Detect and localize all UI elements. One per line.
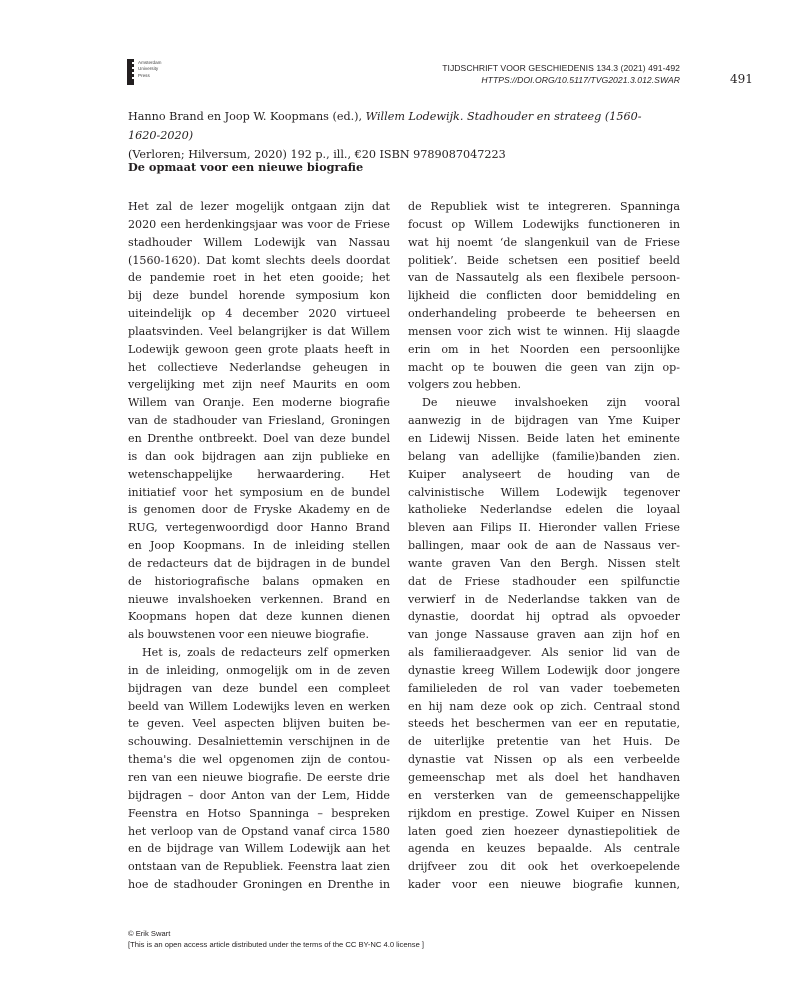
text-line: te geven. Veel aspecten blijven buiten be- — [128, 717, 390, 731]
text-line: aanwezig in de bijdragen van Yme Kuiper — [408, 414, 680, 428]
text-line: macht op te bouwen die geen van zijn op- — [408, 360, 680, 374]
review-heading: De opmaat voor een nieuwe biografie — [128, 160, 364, 174]
text-line: de uiterlijke pretentie van het Huis. De — [408, 735, 680, 749]
page-footer — [128, 929, 424, 950]
text-line: en Joop Koopmans. In de inleiding stellen — [128, 539, 390, 553]
page-number: 491 — [730, 72, 753, 86]
text-line: ren van een nieuwe biografie. De eerste drie — [128, 771, 390, 784]
text-line: kader voor een nieuwe biografie kunnen, — [408, 878, 680, 892]
text-line: verwierf in de Nederlandse takken van de — [408, 592, 680, 606]
text-line: en versterken van de gemeenschappelijke — [408, 788, 680, 802]
text-line: ontstaan van de Republiek. Feenstra laat zien — [128, 860, 390, 874]
text-line: onderhandeling probeerde te beheersen en — [408, 307, 680, 321]
text-line: van de Nassautelg als een flexibele persoon- — [408, 271, 680, 285]
text-line: dynastie kreeg Willem Lodewijk door jongere — [408, 663, 680, 677]
text-line: De nieuwe invalshoeken zijn vooral — [422, 396, 680, 410]
text-line: familieleden de rol van vader toebemeten — [408, 681, 680, 695]
text-line: belang van adellijke (familie)banden zien. — [408, 449, 680, 463]
text-line: Koopmans hopen dat deze kunnen dienen — [128, 610, 390, 624]
text-line: bijdragen – door Anton van der Lem, Hidde — [128, 788, 390, 802]
text-line: bij deze bundel horende symposium kon — [128, 289, 390, 303]
text-line: de historiografische balans opmaken en — [128, 574, 390, 588]
amsterdam-university-press-logo-icon — [127, 59, 134, 85]
text-line: Willem van Oranje. Een moderne biografie — [128, 396, 390, 410]
text-line: Kuiper analyseert de houding van de — [408, 467, 680, 481]
text-line: bleven aan Filips II. Hieronder vallen Friese — [408, 521, 680, 535]
text-line: en hij nam deze ook op zich. Centraal stond — [408, 699, 680, 713]
text-line: laten goed zien hoezeer dynastiepolitiek de — [408, 824, 680, 838]
text-line: in de inleiding, onmogelijk om in de zeven — [128, 663, 390, 677]
license-notice: [This is an open access article distributed under the terms of the CC BY-NC 4.0 license ] — [128, 939, 425, 949]
text-line: schouwing. Desalniettemin verschijnen in de — [128, 735, 390, 749]
text-line: RUG, vertegenwoordigd door Hanno Brand — [128, 521, 390, 535]
publisher-logo — [127, 59, 187, 85]
text-line: plaatsvinden. Veel belangrijker is dat Willem — [128, 324, 390, 338]
right-column — [408, 198, 680, 894]
text-line: als bouwstenen voor een nieuwe biografie. — [128, 628, 369, 642]
doi-link[interactable]: HTTPS://DOI.ORG/10.5117/TVG2021.3.012.SWAR — [481, 75, 680, 85]
text-line: Feenstra en Hotso Spanninga – bespreken — [128, 806, 390, 820]
text-line: vergelijking met zijn neef Maurits en oom — [128, 378, 390, 392]
text-line: (1560-1620). Dat komt slechts deels doordat — [128, 253, 390, 267]
text-line: en de bijdrage van Willem Lodewijk aan het — [128, 842, 390, 856]
text-line: en Lidewij Nissen. Beide laten het eminente — [408, 431, 680, 445]
text-line: de redacteurs dat de bijdragen in de bundel — [128, 556, 390, 570]
journal-header — [442, 62, 680, 86]
text-line: agenda en keuzes bepaalde. Als centrale — [408, 842, 680, 856]
text-line: thema's die wel opgenomen zijn de contou- — [128, 753, 390, 767]
text-line: erin om in het Noorden een persoonlijke — [408, 342, 680, 356]
text-line: dat de Friese stadhouder een spilfunctie — [408, 574, 680, 588]
text-line: 2020 een herdenkingsjaar was voor de Friese — [128, 217, 390, 231]
text-line: politiek’. Beide schetsen een positief beeld — [408, 253, 680, 267]
left-column — [128, 198, 390, 894]
book-publication-details: (Verloren; Hilversum, 2020) 192 p., ill., €20 ISBN 9789087047223 — [128, 148, 506, 161]
text-line: wetenschappelijke herwaardering. Het — [128, 467, 390, 481]
journal-citation: TIJDSCHRIFT VOOR GESCHIEDENIS 134.3 (2021) 491-492 — [442, 63, 680, 73]
text-line: dynastie, doordat hij optrad als opvoeder — [408, 610, 680, 624]
text-line: Lodewijk gewoon geen grote plaats heeft in — [128, 342, 390, 356]
text-line: de pandemie roet in het eten gooide; het — [128, 271, 390, 285]
text-line: mensen voor zich wist te winnen. Hij slaagde — [408, 324, 680, 338]
text-line: lijkheid die conflicten door bemiddeling en — [408, 289, 680, 303]
text-line: het collectieve Nederlandse geheugen in — [128, 360, 390, 374]
text-line: beeld van Willem Lodewijks leven en werken — [128, 699, 390, 713]
text-line: focust op Willem Lodewijks functioneren in — [408, 217, 680, 231]
text-line: bijdragen van deze bundel een compleet — [128, 681, 390, 695]
text-line: steeds het beschermen van eer en reputatie, — [408, 717, 680, 731]
text-line: nieuwe invalshoeken verkennen. Brand en — [128, 592, 390, 606]
text-line: is dan ook bijdragen aan zijn publieke en — [128, 449, 390, 463]
text-line: wat hij noemt ‘de slangenkuil van de Friese — [408, 235, 680, 249]
text-line: dynastie vat Nissen op als een verbeelde — [408, 753, 680, 767]
text-line: uiteindelijk op 4 december 2020 virtueel — [128, 307, 390, 321]
text-line: drijfveer zou dit ook het overkoepelende — [408, 860, 680, 874]
text-line: hoe de stadhouder Groningen en Drenthe in — [128, 878, 390, 892]
text-line: wante graven Van den Bergh. Nissen stelt — [408, 556, 680, 570]
publisher-name: Amsterdam University Press — [138, 60, 162, 78]
text-line: van de stadhouder van Friesland, Groningen — [128, 414, 390, 428]
book-title: Willem Lodewijk. Stadhouder en strateeg (1560-1620-2020) — [128, 110, 642, 142]
copyright-notice: © Erik Swart — [128, 929, 171, 938]
text-line: van jonge Nassause graven aan zijn hof en — [408, 628, 680, 642]
text-line: is genomen door de Fryske Akademy en de — [128, 503, 390, 517]
book-authors: Hanno Brand en Joop W. Koopmans (ed.), — [128, 110, 366, 123]
text-line: katholieke Nederlandse edelen die loyaal — [408, 503, 680, 517]
text-line: de Republiek wist te integreren. Spanninga — [408, 200, 680, 213]
text-line: volgers zou hebben. — [408, 378, 522, 392]
text-line: initiatief voor het symposium en de bundel — [128, 485, 390, 499]
text-line: stadhouder Willem Lodewijk van Nassau — [128, 235, 390, 249]
book-citation — [128, 107, 668, 164]
text-line: als familieraadgever. Als senior lid van de — [408, 646, 680, 660]
text-line: het verloop van de Opstand vanaf circa 1580 — [128, 824, 390, 838]
text-line: en Drenthe ontbreekt. Doel van deze bundel — [128, 431, 390, 445]
text-line: rijkdom en prestige. Zowel Kuiper en Nissen — [408, 806, 680, 820]
text-line: ballingen, maar ook de aan de Nassaus ver- — [408, 539, 680, 553]
text-line: gemeenschap met als doel het handhaven — [408, 771, 680, 784]
text-line: Het is, zoals de redacteurs zelf opmerken — [142, 646, 390, 660]
text-line: Het zal de lezer mogelijk ontgaan zijn dat — [128, 200, 390, 213]
text-line: calvinistische Willem Lodewijk tegenover — [408, 485, 680, 499]
